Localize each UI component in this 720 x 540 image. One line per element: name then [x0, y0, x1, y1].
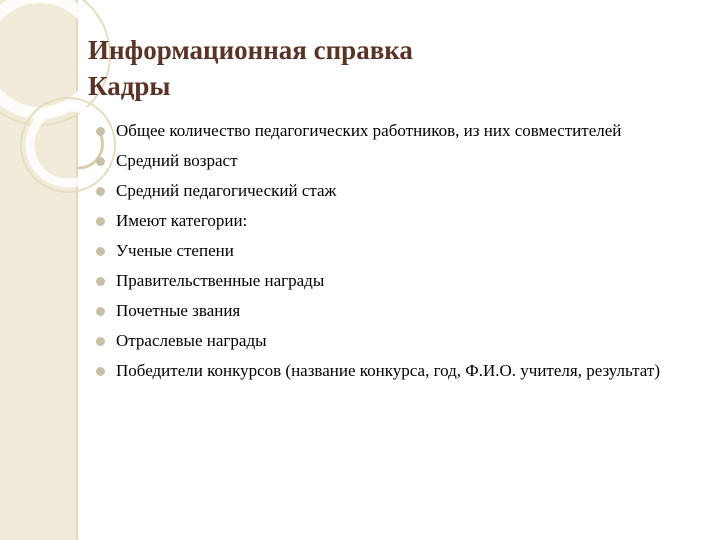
bullet-dot-icon [96, 157, 105, 166]
slide-title [88, 32, 413, 104]
bullet-dot-icon [96, 277, 105, 286]
list-item-text: Победители конкурсов (название конкурса, год, Ф.И.О. учителя, результат) [116, 361, 660, 380]
list-item [96, 209, 686, 233]
list-item [96, 359, 686, 383]
bullet-dot-icon [96, 337, 105, 346]
list-item-text: Имеют категории: [116, 211, 248, 230]
list-item-text: Правительственные награды [116, 271, 325, 290]
bullet-dot-icon [96, 217, 105, 226]
bullet-list [96, 119, 686, 389]
list-item [96, 119, 686, 143]
list-item-text: Почетные звания [116, 301, 241, 320]
list-item [96, 329, 686, 353]
title-line-2: Кадры [88, 71, 171, 101]
list-item [96, 269, 686, 293]
list-item-text: Средний возраст [116, 151, 238, 170]
list-item-text: Ученые степени [116, 241, 234, 260]
bullet-dot-icon [96, 187, 105, 196]
list-item [96, 149, 686, 173]
list-item-text: Средний педагогический стаж [116, 181, 337, 200]
list-item [96, 299, 686, 323]
bullet-dot-icon [96, 307, 105, 316]
list-item-text: Общее количество педагогических работников, из них совместителей [116, 121, 622, 140]
list-item-text: Отраслевые награды [116, 331, 267, 350]
list-item [96, 179, 686, 203]
list-item [96, 239, 686, 263]
title-line-1: Информационная справка [88, 35, 413, 65]
bullet-dot-icon [96, 367, 105, 376]
bullet-dot-icon [96, 127, 105, 136]
bullet-dot-icon [96, 247, 105, 256]
